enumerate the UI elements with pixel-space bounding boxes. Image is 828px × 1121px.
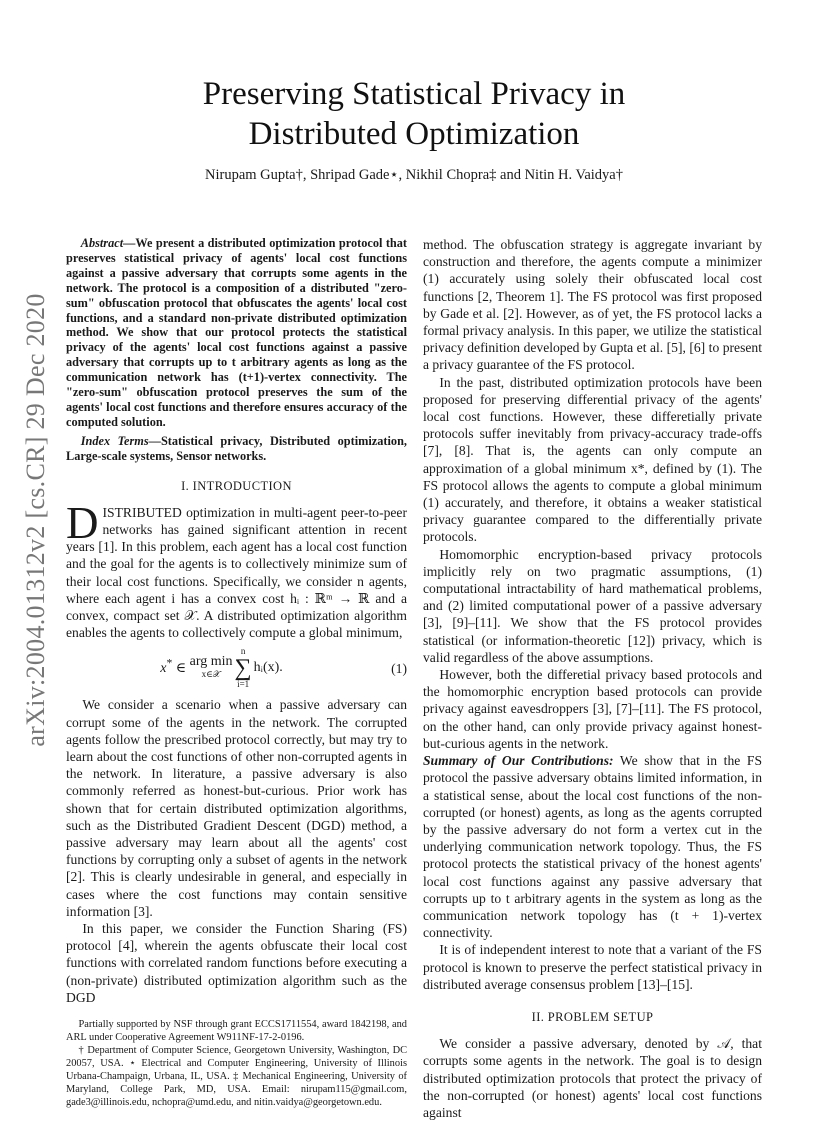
contributions-text: We show that in the FS protocol the passive adversary obtains limited information, in a statistical sense, about the local cost functions of the non-corrupted (or honest) agents, as long as the agents corrupted by the passive adversary do not form a vertex cut in the underlying communication network topology. Thus, the FS protocol protects the statistical privacy of the honest agents' local cost functions against any passive adversary that corrupts up to t arbitrary agents in the system as long as the communication network topology has (t + 1)-vertex connectivity. bbox=[423, 753, 763, 941]
section-heading-problem-setup: II. PROBLEM SETUP bbox=[531, 1009, 654, 1024]
index-terms-label: Index Terms— bbox=[80, 433, 161, 448]
paper-title bbox=[0, 74, 828, 154]
right-paragraph-1: method. The obfuscation strategy is aggregate invariant by construction and therefore, the agents compute a minimizer (1) accurately using solely their obfuscated local cost functions [2, Theorem 1]. The FS protocol was first proposed by Gade et al. [2]. However, as of yet, the FS protocol lacks a formal privacy analysis. In this paper, we utilize the statistical privacy definition developed by Gupta et al. [5], [6] to present a privacy guarantee of the FS protocol. bbox=[423, 237, 762, 373]
intro-paragraph-1 bbox=[66, 497, 407, 642]
index-terms-text: Statistical privacy, Distributed optimization, Large-scale systems, Sensor networks. bbox=[66, 433, 407, 463]
abstract-label: Abstract— bbox=[80, 236, 136, 250]
equation-sum-top: n bbox=[240, 646, 246, 657]
contributions-label: Summary of Our Contributions: bbox=[423, 753, 614, 769]
equation-rhs: hᵢ(x). bbox=[253, 660, 283, 676]
equation-sum-bottom: i=1 bbox=[237, 679, 250, 690]
equation-sum: n ∑ i=1 bbox=[234, 646, 252, 690]
footnotes bbox=[66, 1018, 407, 1109]
equation-body bbox=[66, 646, 377, 690]
equation-1 bbox=[66, 644, 407, 692]
arxiv-sidebar-stamp bbox=[14, 285, 58, 755]
intro-paragraph-1-text: ISTRIBUTED optimization in multi-agent peer-to-peer networks has gained significant attention in recent years [1]. In this problem, each agent has a local cost function and the goal for the agents is to collectively minimize sum of their local cost functions. Specifically, we consider n agents, where each agent i has a convex cost hᵢ : ℝᵐ → ℝ and a convex, compact set 𝒳. A distributed optimization algorithm enables the agents to collectively compute a global minimum, bbox=[66, 504, 407, 641]
equation-argmin: arg min x∈𝒳 bbox=[189, 654, 233, 680]
intro-paragraph-2: We consider a scenario when a passive adversary can corrupt some of the agents in the network. The corrupted agents follow the prescribed protocol correctly, but may try to learn about the cost functions of other non-corrupted agents in the network. In literature, a passive adversary is also commonly referred as honest-but-curious. Prior work has shown that for certain distributed optimization algorithms, such as the Distributed Gradient Descent (DGD) method, a passive adversary may learn about all the agents' cost functions by corrupting only a subset of agents in the network [2]. This is clearly undesirable in general, and especially in cases where the cost functions may contain sensitive information [3]. bbox=[66, 697, 407, 919]
left-column bbox=[66, 236, 407, 1109]
title-line-1: Preserving Statistical Privacy in bbox=[202, 76, 626, 112]
index-terms bbox=[66, 434, 407, 464]
equation-argmin-subscript: x∈𝒳 bbox=[201, 669, 221, 680]
equation-number: (1) bbox=[391, 660, 407, 676]
abstract bbox=[66, 236, 407, 430]
right-paragraph-2: In the past, distributed optimization protocols have been proposed for preserving differential privacy of the agents' local cost functions. However, these differetially private protocols suffer inevitably from privacy-accuracy trade-offs [7], [8]. That is, the agents can only compute an approximation of a global minimum x*, defined by (1). The FS protocol allows the agents to compute a global minimum (1) accurately, and therefore, it obtains a weaker statistical privacy guarantee compared to the differentially private protocols. bbox=[423, 374, 762, 545]
footnote-affiliations: † Department of Computer Science, Georgetown University, Washington, DC 20057, USA. ⋆ Electrical and Computer Engineering, University of Illinois Urbana-Champaign, Urbana, IL, USA. ‡ Mechanical Engineering, University of Maryland, College Park, MD, USA. Email: nirupam115@gmail.com, gade3@illinois.edu, nchopra@umd.edu, and nitin.vaidya@georgetown.edu. bbox=[66, 1045, 407, 1109]
right-paragraph-6: It is of independent interest to note that a variant of the FS protocol is known to preserve the perfect statistical privacy in distributed average consensus problem [13]–[15]. bbox=[423, 942, 762, 992]
author-list: Nirupam Gupta†, Shripad Gade⋆, Nikhil Chopra‡ and Nitin H. Vaidya† bbox=[205, 167, 623, 183]
intro-paragraph-3: In this paper, we consider the Function Sharing (FS) protocol [4], wherein the agents obfuscate their local cost functions with correlated random functions before executing a (non-private) distributed optimization algorithm such as the DGD bbox=[66, 921, 407, 1005]
right-column bbox=[423, 236, 762, 1121]
abstract-text: We present a distributed optimization protocol that preserves statistical privacy of agents' local cost functions against a passive adversary that corrupts some agents in the network. The protocol is a composition of a distributed "zero-sum" obfuscation protocol that obfuscates the agents' local cost functions, and a standard non-private distributed optimization method. We show that our protocol protects the statistical privacy of the agents' local cost functions against a passive adversary that corrupts up to t arbitrary agents as long as the communication network has (t+1)-vertex connectivity. The "zero-sum" obfuscation protocol preserves the sum of the agents' local cost functions and therefore ensures accuracy of the computed solution. bbox=[66, 236, 407, 429]
arxiv-identifier: arXiv:2004.01312v2 [cs.CR] 29 Dec 2020 bbox=[21, 293, 50, 747]
drop-cap: D bbox=[66, 497, 99, 548]
right-paragraph-4: However, both the differetial privacy based protocols and the homomorphic encryption based protocols can provide privacy against eavesdroppers [3], [7]–[11]. The FS protocol, on the other hand, can only provide privacy against honest-but-curious agents in the network. bbox=[423, 667, 762, 751]
footnote-funding: Partially supported by NSF through grant ECCS1711554, award 1842198, and ARL under Cooperative Agreement W911NF-17-2-0196. bbox=[66, 1019, 407, 1044]
contributions-paragraph bbox=[423, 752, 762, 941]
right-paragraph-3: Homomorphic encryption-based privacy protocols implicitly rely on two pragmatic assumptions, (1) computational intractability of hard mathematical problems, and (2) limited computational power of a passive adversary [3], [9]–[11]. We show that the FS protocol provides statistical (or information-theoretic [12]) privacy, which is valid regardless of the above assumptions. bbox=[423, 546, 762, 665]
equation-lhs: x* ∈ bbox=[160, 655, 190, 676]
problem-setup-paragraph: We consider a passive adversary, denoted by 𝒜, that corrupts some agents in the network. The goal is to design distributed optimization protocols that protect the privacy of the non-corrupted (or honest) agents' local cost functions against bbox=[423, 1036, 762, 1120]
section-heading-introduction: I. INTRODUCTION bbox=[181, 478, 292, 493]
title-line-2: Distributed Optimization bbox=[248, 116, 580, 152]
